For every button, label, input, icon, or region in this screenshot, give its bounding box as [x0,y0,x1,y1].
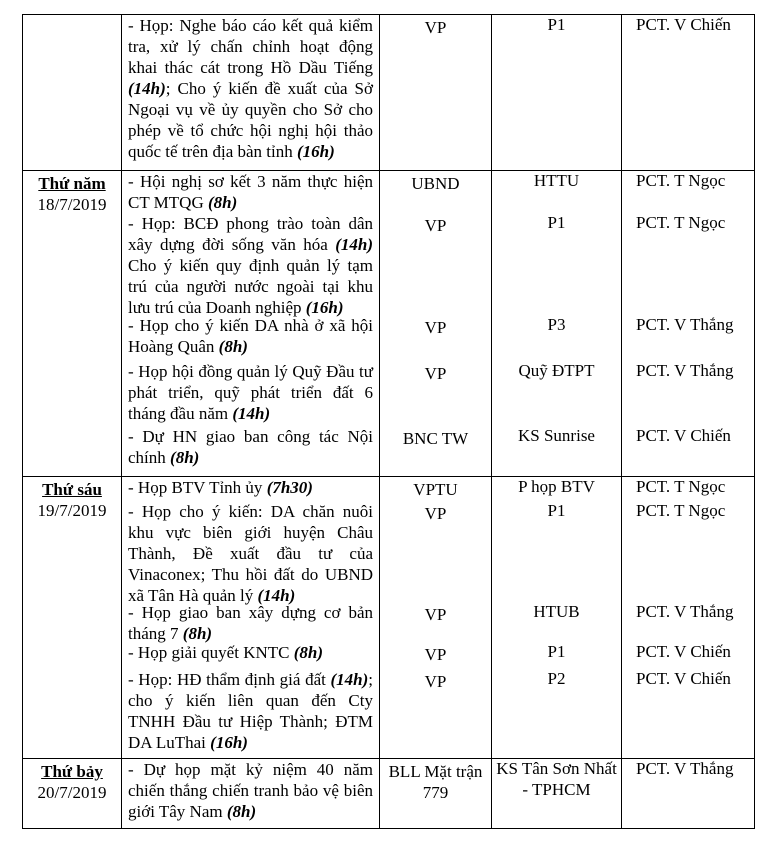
day-date: 20/7/2019 [37,783,107,802]
meeting-chair: PCT. V Chiến [636,15,731,34]
place-cell [380,477,492,759]
meeting-text: Cho ý kiến quy định quản lý tạm trú của người nước ngoài tại khu lưu trú của Doanh nghiệp [128,256,373,317]
meeting-chair: PCT. T Ngọc [636,171,726,190]
day-cell [23,15,122,171]
meeting-text: - Họp hội đồng quản lý Quỹ Đầu tư phát triển, quỹ phát triển đất 6 tháng đầu năm [128,362,373,423]
meeting-time: (8h) [170,448,200,467]
meeting-chair: PCT. T Ngọc [636,501,726,520]
meeting-time: (14h) [330,670,369,689]
meeting-time: (8h) [226,802,257,821]
meeting-time: (8h) [293,643,324,662]
meeting-room: P1 [547,501,566,520]
room-cell [492,759,622,829]
meeting-time: (14h) [257,586,296,605]
meeting-time: (8h) [218,337,248,356]
meeting-place: VPTU [413,480,458,499]
day-cell [23,759,122,829]
meeting-place: VP [424,605,447,624]
day-date: 19/7/2019 [37,501,107,520]
meeting-place: VP [424,216,447,235]
meeting-text: - Họp: HĐ thẩm định giá đất [128,670,331,689]
day-cell [23,477,122,759]
meeting-text: - Họp cho ý kiến DA nhà ở xã hội Hoàng Quân [128,316,373,356]
chair-cell [622,477,755,759]
meeting-room: HTTU [533,171,580,190]
meeting-chair: PCT. V Thắng [636,759,734,778]
meeting-time: (14h) [232,404,271,423]
meeting-room: HTUB [533,602,580,621]
meeting-place: BLL Mặt trận 779 [388,762,483,802]
content-cell [122,15,380,171]
meeting-item [128,669,373,753]
meeting-place: BNC TW [402,429,469,448]
meeting-chair: PCT. V Thắng [636,315,734,334]
schedule-row [23,171,755,477]
meeting-item [128,171,373,213]
day-date: 18/7/2019 [37,195,107,214]
meeting-item [128,15,373,162]
meeting-room: P1 [547,213,566,232]
meeting-place: VP [424,672,447,691]
meeting-item [128,426,373,468]
meeting-chair: PCT. V Chiến [636,669,731,688]
room-cell [492,171,622,477]
schedule-row [23,15,755,171]
meeting-place: VP [424,645,447,664]
meeting-room: P2 [547,669,566,688]
meeting-item [128,642,373,663]
place-cell [380,171,492,477]
schedule-row [23,759,755,829]
meeting-room: P1 [547,15,566,34]
meeting-text: - Họp cho ý kiến: DA chăn nuôi khu vực biên giới huyện Châu Thành, Đề xuất đầu tư của Vinaconex; Thu hồi đất do UBND xã Tân Hà quản lý [128,502,373,605]
meeting-time: (14h) [335,235,373,254]
meeting-time: (8h) [182,624,213,643]
meeting-chair: PCT. V Chiến [636,426,731,445]
meeting-item [128,602,373,644]
meeting-item [128,213,373,318]
meeting-time: (8h) [207,193,238,212]
chair-cell [622,171,755,477]
meeting-room: Quỹ ĐTPT [518,361,595,380]
meeting-text: ; Cho ý kiến đề xuất của Sở Ngoại vụ về ủy quyền cho Sở cho phép về tổ chức hội nghị hội thảo quốc tế trên địa bàn tỉnh [128,79,373,161]
meeting-place: VP [424,318,447,337]
content-cell [122,759,380,829]
meeting-time: (14h) [128,79,166,98]
meeting-time: (16h) [297,142,335,161]
meeting-room: KS Sunrise [518,426,595,445]
day-name: Thứ năm [38,174,106,193]
meeting-item [128,501,373,606]
content-cell [122,477,380,759]
place-cell [380,15,492,171]
meeting-room: KS Tân Sơn Nhất - TPHCM [496,759,617,799]
day-cell [23,171,122,477]
schedule-body [23,15,755,829]
meeting-place: VP [424,364,447,383]
meeting-text: ; cho ý kiến liên quan đến Cty TNHH Đầu tư Hiệp Thành; ĐTM DA LuThai [128,670,373,752]
meeting-time: (16h) [210,733,248,752]
meeting-item [128,315,373,357]
meeting-item [128,477,373,498]
content-cell [122,171,380,477]
meeting-item [128,361,373,424]
meeting-chair: PCT. V Chiến [636,642,731,661]
meeting-text: - Họp giải quyết KNTC [128,643,294,662]
meeting-chair: PCT. T Ngọc [636,213,726,232]
day-name: Thứ sáu [42,480,102,499]
schedule-table [22,14,755,829]
room-cell [492,477,622,759]
meeting-chair: PCT. T Ngọc [636,477,726,496]
chair-cell [622,15,755,171]
meeting-chair: PCT. V Thắng [636,602,734,621]
meeting-room: P1 [547,642,566,661]
schedule-row [23,477,755,759]
meeting-place: UBND [411,174,460,193]
place-cell [380,759,492,829]
meeting-chair: PCT. V Thắng [636,361,734,380]
meeting-text: - Họp: Nghe báo cáo kết quả kiểm tra, xử lý chấn chỉnh hoạt động khai thác cát trong Hồ Dầu Tiếng [128,16,373,77]
meeting-text: - Hội nghị sơ kết 3 năm thực hiện CT MTQG [128,172,373,212]
meeting-place: VP [424,504,447,523]
meeting-item [128,759,373,822]
meeting-text: - Họp: BCĐ phong trào toàn dân xây dựng đời sống văn hóa [128,214,373,254]
day-name: Thứ bảy [41,762,103,781]
chair-cell [622,759,755,829]
meeting-text: - Họp giao ban xây dựng cơ bản tháng 7 [128,603,373,643]
meeting-room: P3 [547,315,566,334]
meeting-room: P họp BTV [518,477,595,496]
meeting-text: - Dự họp mặt kỷ niệm 40 năm chiến thắng chiến tranh bảo vệ biên giới Tây Nam [128,760,373,821]
meeting-time: (16h) [305,298,344,317]
meeting-time: (7h30) [266,478,313,497]
meeting-place: VP [424,18,447,37]
room-cell [492,15,622,171]
meeting-text: - Họp BTV Tỉnh ủy [128,478,267,497]
meeting-text: - Dự HN giao ban công tác Nội chính [128,427,373,467]
